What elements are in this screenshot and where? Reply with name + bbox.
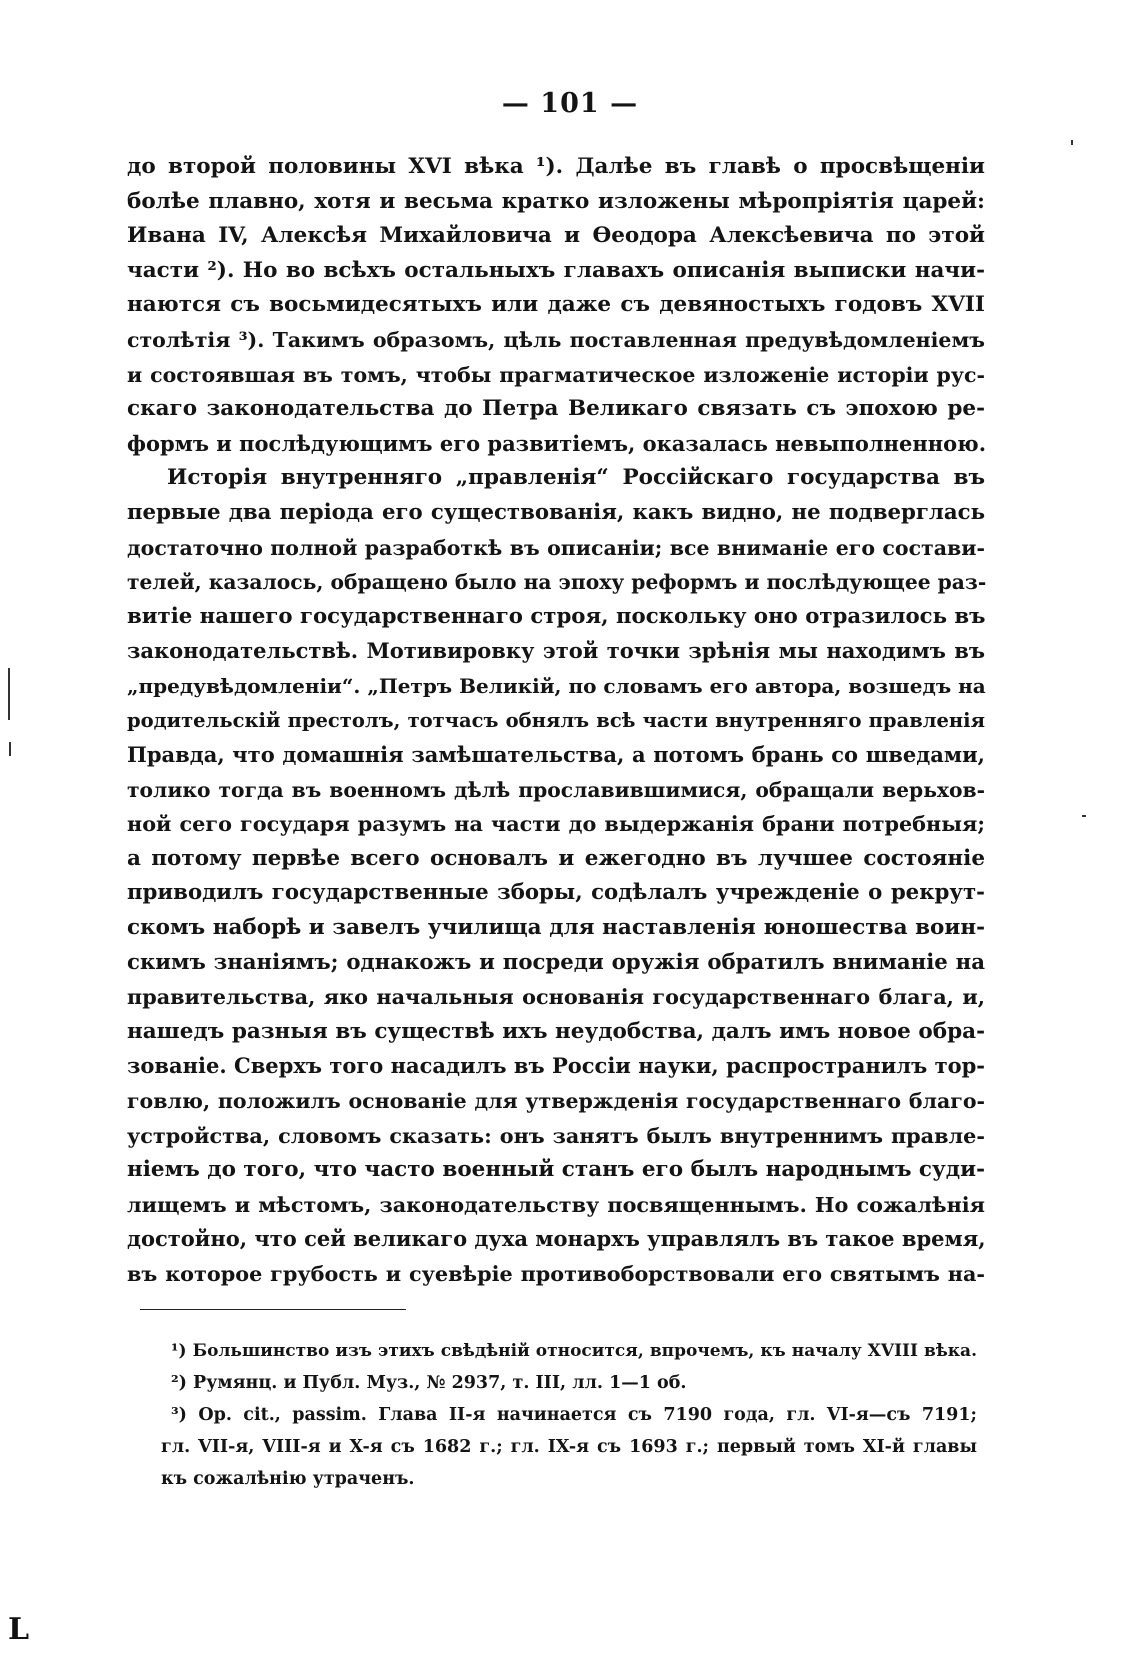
text-line: въ которое грубость и суевѣріе противоборствовали его святымъ на- xyxy=(127,1262,985,1286)
main-text xyxy=(127,150,985,1292)
text-line: зованіе. Сверхъ того насадилъ въ Россіи науки, распространилъ тор- xyxy=(127,1053,985,1079)
text-line: Правда, что домашнія замѣшательства, а потомъ брань со шведами, xyxy=(127,742,985,768)
text-line: ніемъ до того, что часто военный станъ его былъ народнымъ суди- xyxy=(127,1157,985,1183)
text-line: правительства, яко начальныя основанія государственнаго блага, и, xyxy=(127,985,985,1010)
text-line: и состоявшая въ томъ, чтобы прагматическое изложеніе исторіи рус- xyxy=(127,362,985,387)
text-line: до второй половины XVI вѣка ¹). Далѣе въ главѣ о просвѣщеніи xyxy=(127,154,985,179)
text-line: витіе нашего государственнаго строя, поскольку оно отразилось въ xyxy=(127,603,986,629)
text-line: наются съ восьмидесятыхъ или даже съ девяностыхъ годовъ XVII xyxy=(127,292,985,318)
text-line: болѣе плавно, хотя и весьма кратко изложены мѣропріятія царей: xyxy=(127,188,985,214)
text-line: достойно, что сей великаго духа монархъ управлялъ въ такое время, xyxy=(127,1226,986,1252)
text-line: родительскій престолъ, тотчасъ обнялъ всѣ части внутренняго правленія xyxy=(127,708,985,732)
text-line: столѣтія ³). Такимъ образомъ, цѣль поставленная предувѣдомленіемъ xyxy=(127,327,985,352)
footnotes xyxy=(161,1335,977,1495)
text-line: скимъ знаніямъ; однакожъ и посреди оружія обратилъ вниманіе на xyxy=(127,949,985,975)
text-line: скомъ наборѣ и завелъ училища для наставленія юношества воин- xyxy=(127,915,985,941)
scan-margin-mark xyxy=(8,668,10,720)
text-line: „предувѣдомленіи“. „Петръ Великій, по словамъ его автора, возшедъ на xyxy=(127,673,986,698)
text-line: толико тогда въ военномъ дѣлѣ прославившимися, обращали верьхов- xyxy=(127,777,985,802)
page-number: — 101 — xyxy=(501,88,639,119)
paragraph-start-line: Исторія внутренняго „правленія“ Россійскаго государства въ xyxy=(167,465,985,491)
scan-margin-mark xyxy=(9,742,11,756)
text-line: приводилъ государственные зборы, содѣлалъ учрежденіе о рекрут- xyxy=(127,880,985,906)
footnote-1: ¹) Большинство изъ этихъ свѣдѣній относится, впрочемъ, къ началу XVIII вѣка. xyxy=(171,1341,977,1361)
footnote-divider xyxy=(140,1309,406,1310)
corner-mark: L xyxy=(8,1612,30,1647)
footnote-3: ³) Op. cit., passim. Глава II-я начинается съ 7190 года, гл. VI-я—съ 7191; xyxy=(171,1405,977,1425)
text-line: скаго законодательства до Петра Великаго связать съ эпохою ре- xyxy=(127,396,985,422)
scan-margin-mark xyxy=(1082,815,1086,817)
text-line: устройства, словомъ сказать: онъ занятъ былъ внутреннимъ правле- xyxy=(127,1123,985,1148)
text-line: ной сего государя разумъ на части до выдержанія брани потребныя; xyxy=(127,812,985,837)
text-line: нашедъ разныя въ существѣ ихъ неудобства, далъ имъ новое обра- xyxy=(127,1018,985,1044)
footnote-3-continued: гл. VII-я, VIII-я и X-я съ 1682 г.; гл. IX-я съ 1693 г.; первый томъ XI-й главы xyxy=(161,1437,977,1457)
text-line: говлю, положилъ основаніе для утвержденія государственнаго благо- xyxy=(127,1089,985,1114)
text-line: формъ и послѣдующимъ его развитіемъ, оказалась невыполненною. xyxy=(127,430,987,456)
text-line: части ²). Но во всѣхъ остальныхъ главахъ описанія выписки начи- xyxy=(127,257,985,283)
text-line: законодательствѣ. Мотивировку этой точки зрѣнія мы находимъ въ xyxy=(127,638,985,664)
text-line: Ивана IV, Алексѣя Михайловича и Ѳеодора Алексѣевича по этой xyxy=(127,223,985,249)
text-line: телей, казалось, обращено было на эпоху реформъ и послѣдующее раз- xyxy=(127,570,987,595)
text-line: лищемъ и мѣстомъ, законодательству посвященнымъ. Но сожалѣнія xyxy=(127,1192,985,1217)
footnote-3-continued: къ сожалѣнію утраченъ. xyxy=(161,1469,415,1489)
footnote-2: ²) Румянц. и Публ. Муз., № 2937, т. III, лл. 1—1 об. xyxy=(171,1373,687,1393)
scan-margin-mark xyxy=(1071,140,1073,145)
text-line: достаточно полной разработкѣ въ описаніи; все вниманіе его состави- xyxy=(127,535,985,560)
text-line: первые два періода его существованія, какъ видно, не подверглась xyxy=(127,499,985,525)
text-line: а потому первѣе всего основалъ и ежегодно въ лучшее состояніе xyxy=(127,845,985,871)
